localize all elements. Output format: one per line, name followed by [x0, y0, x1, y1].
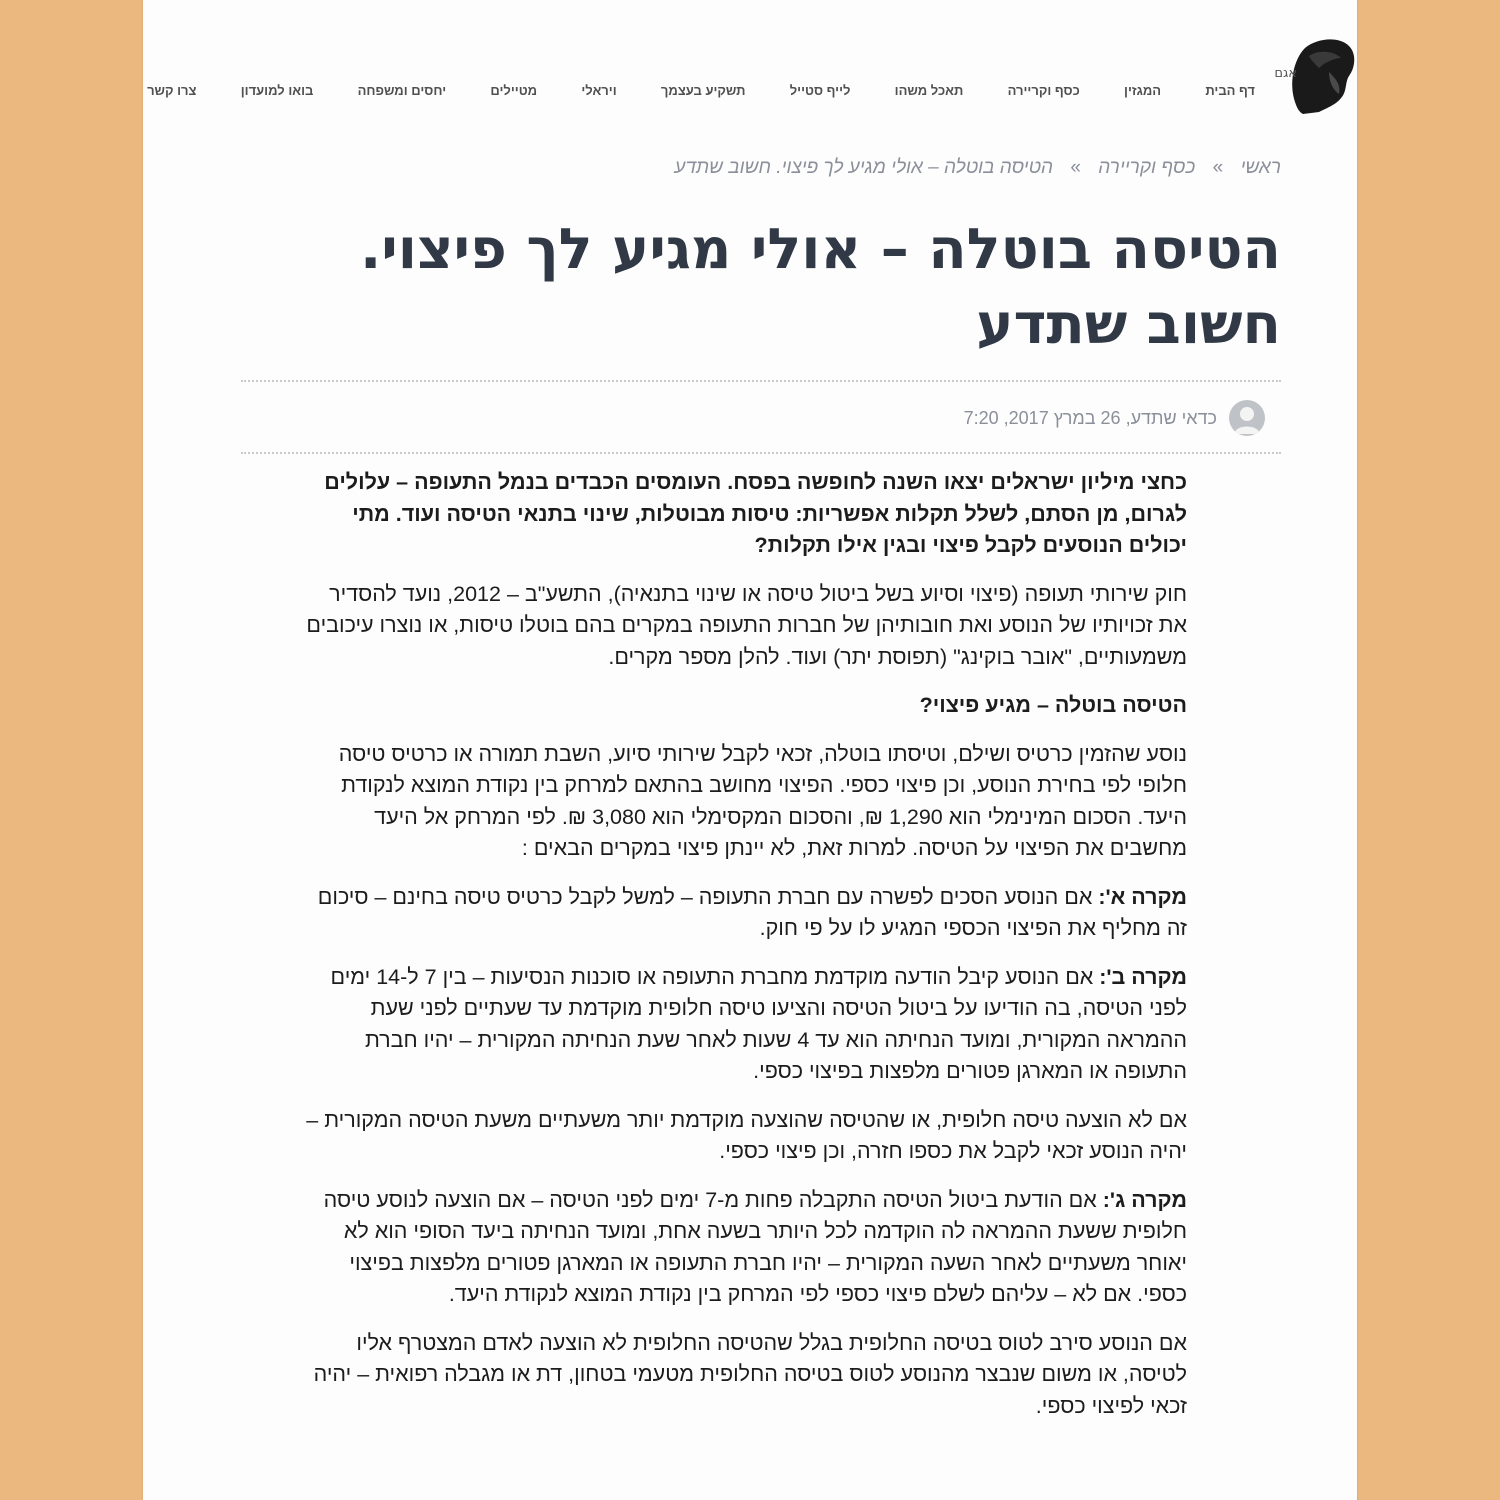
paragraph: אם לא הוצעה טיסה חלופית, או שהטיסה שהוצעה מוקדמת יותר משעתיים משעת הטיסה המקורית – יהיה הנוסע זכאי לקבל את כספו חזרה, וכן פיצוי כספי. — [306, 1107, 1187, 1163]
divider — [241, 452, 1281, 454]
case-c-label: מקרה ג': — [1102, 1187, 1187, 1212]
nav-item-travel[interactable]: מטיילים — [490, 82, 538, 98]
author-date: כדאי שתדע, 26 במרץ 2017, 7:20 — [963, 407, 1217, 428]
article-body — [305, 467, 1187, 1439]
paragraph: חוק שירותי תעופה (פיצוי וסיוע בשל ביטול טיסה או שינוי בתנאיה), התשע"ב – 2012, נועד להסדיר את זכויותיו של הנוסע ואת חובותיהן של חברות התעופה במקרים בהם בוטלו טיסות, או נוצרו עיכובים משמעותיים, "אובר בוקינג" (תפוסת יתר) ועוד. להלן מספר מקרים. — [306, 581, 1187, 669]
case-c — [305, 1185, 1187, 1311]
nav-item-home[interactable]: דף הבית — [1205, 82, 1255, 98]
nav-item-food[interactable]: תאכל משהו — [894, 82, 964, 98]
subheading: הטיסה בוטלה – מגיע פיצוי? — [919, 693, 1187, 717]
breadcrumb-current: הטיסה בוטלה – אולי מגיע לך פיצוי. חשוב שתדע — [674, 157, 1054, 178]
lead-paragraph: כחצי מיליון ישראלים יצאו השנה לחופשה בפסח. העומסים הכבדים בנמל התעופה – עלולים לגרום, מן הסתם, לשלל תקלות אפשריות: טיסות מבוטלות, שינוי בתנאי הטיסה ועוד. מתי יכולים הנוסעים לקבל פיצוי ובגין אילו תקלות? — [324, 470, 1187, 557]
paragraph: אם הנוסע סירב לטוס בטיסה החלופית בגלל שהטיסה החלופית לא הוצעה לאדם המצטרף אליו לטיסה, או משום שנבצר מהנוסע לטוס בטיסה החלופית מטעמי בטחון, דת או מגבלה רפואית – יהיה זכאי לפיצוי כספי. — [313, 1330, 1187, 1418]
case-b-text: אם הנוסע קיבל הודעה מוקדמת מחברת התעופה או סוכנות הנסיעות – בין 7 ל-14 ימים לפני הטיסה, בה הודיעו על ביטול הטיסה והציעו טיסה חלופית מוקדמת עד שעתיים לפני שעת ההמראה המקורית, ומועד הנחיתה הוא עד 4 שעות לאחר שעת הנחיתה המקורית – יהיו חברת התעופה או המארגן פטורים מלפצות בפיצוי כספי. — [330, 964, 1187, 1083]
breadcrumb-separator: » — [1212, 157, 1224, 178]
nav-item-money-career[interactable]: כסף וקריירה — [1007, 82, 1080, 98]
case-a — [305, 882, 1187, 945]
main-nav — [143, 78, 1255, 102]
breadcrumb-separator: » — [1070, 157, 1081, 178]
nav-item-lifestyle[interactable]: לייף סטייל — [789, 82, 851, 98]
breadcrumb-home[interactable]: ראשי — [1240, 157, 1281, 178]
nav-item-viral[interactable]: ויראלי — [581, 82, 617, 98]
nav-item-relationships[interactable]: יחסים ומשפחה — [357, 82, 447, 98]
paragraph: נוסע שהזמין כרטיס ושילם, וטיסתו בוטלה, זכאי לקבל שירותי סיוע, השבת תמורה או כרטיס טיסה חלופי לפי בחירת הנוסע, וכן פיצוי כספי. הפיצוי מחושב בהתאם למרחק בין נקודת המוצא לנקודת היעד. הסכום המינימלי הוא 1,290 ₪, והסכום המקסימלי הוא 3,080 ₪. לפי המרחק אל היעד מחשבים את הפיצוי על הטיסה. למרות זאת, לא יינתן פיצוי במקרים הבאים : — [338, 741, 1187, 860]
case-b-label: מקרה ב': — [1099, 964, 1187, 989]
article-meta — [964, 398, 1265, 438]
case-c-text: אם הודעת ביטול הטיסה התקבלה פחות מ-7 ימים לפני הטיסה – אם הוצעה לנוסע טיסה חלופית ששעת ההמראה לה הוקדמה לכל היותר בשעה אחת, ומועד הנחיתה ביעד הסופי הוא לא יאוחר משעתיים לאחר השעה המקורית – יהיו חברת התעופה או המארגן פטורים מלפצות בפיצוי כספי. אם לא – עליהם לשלם פיצוי כספי לפי המרחק בין נקודת המוצא לנקודת היעד. — [323, 1187, 1187, 1306]
case-a-text: אם הנוסע הסכים לפשרה עם חברת התעופה – למשל לקבל כרטיס טיסה בחינם – סיכום זה מחליף את הפיצוי הכספי המגיע לו על פי חוק. — [317, 884, 1187, 940]
nav-item-contact[interactable]: צרו קשר — [147, 82, 197, 98]
nav-item-club[interactable]: בואו למועדון — [240, 82, 314, 98]
author-avatar-icon — [1229, 400, 1265, 436]
logo-text: אגם — [1274, 66, 1297, 81]
case-b — [305, 962, 1187, 1088]
breadcrumb — [674, 157, 1281, 179]
article-title: הטיסה בוטלה – אולי מגיע לך פיצוי. חשוב שתדע — [359, 217, 1281, 357]
nav-item-invest-yourself[interactable]: תשקיע בעצמך — [660, 82, 746, 98]
printed-page — [143, 0, 1357, 1500]
site-logo-icon[interactable] — [1237, 32, 1357, 114]
breadcrumb-category[interactable]: כסף וקריירה — [1098, 157, 1196, 178]
nav-item-magazine[interactable]: המגזין — [1124, 82, 1162, 98]
case-a-label: מקרה א': — [1098, 884, 1187, 909]
divider — [241, 380, 1281, 382]
